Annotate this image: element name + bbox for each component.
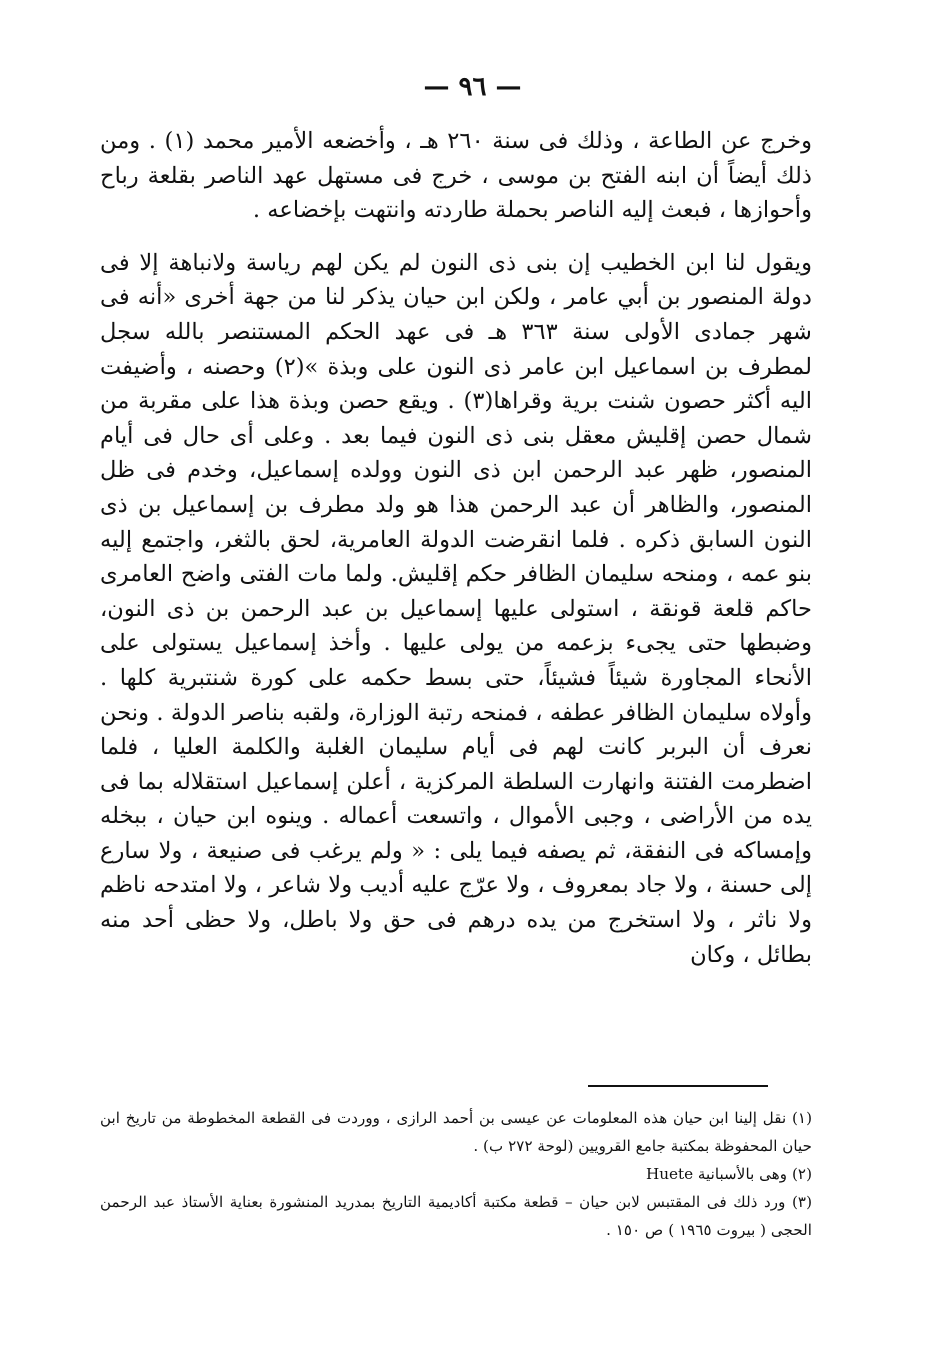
paragraph: ويقول لنا ابن الخطيب إن بنى ذى النون لم يكن لهم رياسة ولانباهة إلا فى دولة المنصور بن أبي عامر ، ولكن ابن حيان يذكر لنا من جهة أخرى «أنه فى شهر جمادى الأولى سنة ٣٦٣ هـ فى عهد الحكم المستنصر بالله سجل لمطرف بن اسماعيل ابن عامر ذى النون على وبذة »(٢) وحصنه ، وأضيفت اليه أكثر حصون شنت برية وقراها(٣) . ويقع حصن وبذة هذا على مقربة من شمال حصن إقليش معقل بنى ذى النون فيما بعد . وعلى أى حال فى أيام المنصور، ظهر عبد الرحمن ابن ذى النون وولده إسماعيل، وخدم فى ظل المنصور، والظاهر أن عبد الرحمن هذا هو ولد مطرف بن إسماعيل بن ذى النون السابق ذكره . فلما انقرضت الدولة العامرية، لحق بالثغر، واجتمع إليه بنو عمه ، ومنحه سليمان الظافر حكم إقليش. ولما مات الفتى واضح العامرى حاكم قلعة قونقة ، استولى عليها إسماعيل بن عبد الرحمن بن ذى النون، وضبطها حتى يجىء بزعمه من يولى عليها . وأخذ إسماعيل يستولى على الأنحاء المجاورة شيئاً فشيئاً، حتى بسط حكمه على كورة شنتبرية كلها . وأولاه سليمان الظافر عطفه ، فمنحه رتبة الوزارة، ولقبه بناصر الدولة . ونحن نعرف أن البربر كانت لهم فى أيام سليمان الغلبة والكلمة العليا ، فلما اضطرمت الفتنة وانهارت السلطة المركزية ، أعلن إسماعيل استقلاله بما فى يده من الأراضى ، وجبى الأموال ، واتسعت أعماله . وينوه ابن حيان ، ببخله وإمساكه فى النفقة، ثم يصفه فيما يلى : « ولم يرغب فى صنيعة ، ولا سارع إلى حسنة ، ولا جاد بمعروف ، ولا عرّج عليه أديب ولا شاعر ، ولا امتدحه ناظم ولا ناثر ، ولا استخرج من يده درهم فى حق ولا باطل، ولا حظى أحد منه بطائل ، وكان: [100, 249, 813, 968]
page-number: — ٩٦ —: [423, 72, 522, 102]
footnote-2: (٢) وهى بالأسبانية Huete: [645, 1165, 812, 1183]
footnote-separator: [588, 1085, 768, 1087]
body-text: [100, 124, 812, 990]
paragraph: وخرج عن الطاعة ، وذلك فى سنة ٢٦٠ هـ ، وأخضعه الأمير محمد (١) . ومن ذلك أيضاً أن ابنه الفتح بن موسى ، خرج فى مستهل عهد الناصر بقلعة رباح وأحوازها ، فبعث إليه الناصر بحملة طاردته وانتهت بإخضاعه .: [100, 128, 812, 224]
footnote-1: (١) نقل إلينا ابن حيان هذه المعلومات عن عيسى بن أحمد الرازى ، ووردت فى القطعة المخطوطة من تاريخ ابن حيان المحفوظة بمكتبة جامع القرويين (لوحة ٢٧٢ ب) .: [100, 1109, 812, 1155]
footnote-3: (٣) ورد ذلك فى المقتبس لابن حيان – قطعة مكتبة أكاديمية التاريخ بمدريد المنشورة بعناية الأستاذ عبد الرحمن الحجى ( بيروت ١٩٦٥ ) ص ١٥٠ .: [100, 1193, 812, 1239]
footnotes: [100, 1104, 812, 1244]
